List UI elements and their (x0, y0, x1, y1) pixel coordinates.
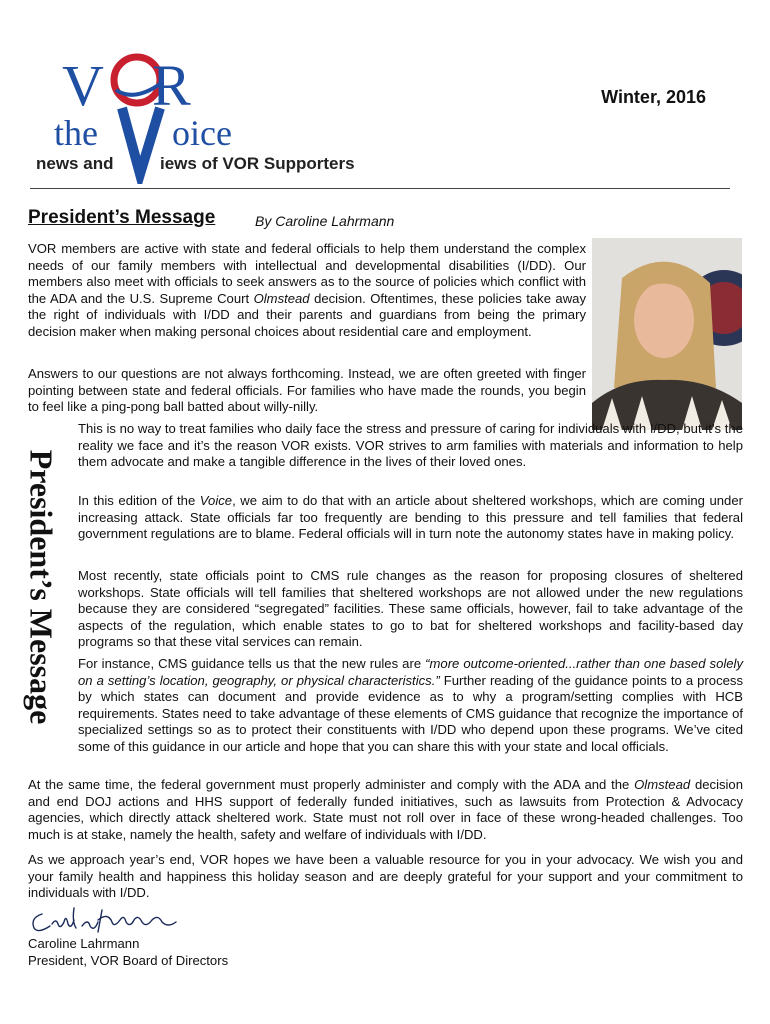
paragraph-7-italic: Olmstead (634, 777, 691, 792)
vertical-title-text: President’s Message (23, 449, 60, 725)
logo-tagline-start: news and (36, 154, 114, 173)
signer-name: Caroline Lahrmann (28, 936, 140, 951)
section-title: President’s Message (28, 207, 216, 228)
paragraph-3: This is no way to treat families who daily face the stress and pressure of caring for individuals with I/DD, but it’s the reality we face and it’s the reason VOR exists. VOR strives to arm families with materials and information to help them advocate and make a tangible difference in the lives of their loved ones. (78, 421, 743, 469)
paragraph-4-italic: Voice (199, 493, 233, 508)
paragraph-4-text-end: , we aim to do that with an article about sheltered workshops, which are coming under increasing attack. State officials far too frequently are bending to this pressure and tell families that federal government regulations are to blame. Federal officials will in turn note the autonomy states have in making policy. (78, 493, 743, 541)
logo-oice: oice (172, 113, 232, 153)
paragraph-7-text: At the same time, the federal government must properly administer and comply with the ADA and the (28, 777, 635, 792)
issue-date: Winter, 2016 (601, 87, 706, 107)
paragraph-7-text-end: decision and end DOJ actions and HHS support of federally funded initiatives, such as lawsuits from Protection & Advocacy agencies, which directly attack sheltered work. State must not roll over in face of these wrong-headed challenges. Too much is at stake, namely the health, safety and welfare of individuals with I/DD. (28, 777, 743, 842)
paragraph-8: As we approach year’s end, VOR hopes we have been a valuable resource for you in your advocacy. We wish you and your family health and happiness this holiday season and are deeply grateful for your support and your commitment to individuals with I/DD. (28, 852, 743, 900)
author-photo (592, 238, 742, 430)
vertical-section-title (18, 422, 64, 752)
logo-tagline-end: iews of VOR Supporters (160, 154, 355, 173)
logo-letter-r: R (152, 53, 191, 118)
paragraph-6-text-end: Further reading of the guidance points to a process by which states can document and provide evidence as to why a program/setting complies with HCB requirements. States need to take advantage of these elements of CMS guidance that recognize the importance of specialized settings so as to protect their constituents with I/DD who depend upon these programs. We’ve cited some of this guidance in our article and hope that you can share this with your state and local officials. (78, 672, 743, 754)
paragraph-2: Answers to our questions are not always forthcoming. Instead, we are often greeted with finger pointing between state and federal officials. For families who have made the rounds, you begin to feel like a ping-pong ball batted about willy-nilly. (28, 366, 586, 414)
paragraph-6 (78, 656, 743, 755)
paragraph-1 (28, 241, 586, 340)
vor-logo (34, 44, 394, 184)
paragraph-4 (78, 493, 743, 543)
paragraph-6-quote: “more outcome-oriented...rather than one based solely on a setting’s location, geography, or physical characteristics.” (78, 656, 743, 688)
paragraph-7 (28, 777, 743, 843)
logo-the: the (54, 113, 98, 153)
signer-title: President, VOR Board of Directors (28, 953, 229, 968)
paragraph-4-text: In this edition of the (78, 493, 200, 508)
paragraph-1-text-end: decision. Oftentimes, these policies take away the right of individuals with I/DD and their parents and guardians from being the primary decision maker when making personal choices about residential care and employment. (28, 290, 587, 339)
handwritten-signature (28, 904, 198, 940)
paragraph-1-italic: Olmstead (253, 290, 310, 306)
paragraph-6-text: For instance, CMS guidance tells us that the new rules are (78, 656, 426, 671)
byline: By Caroline Lahrmann (255, 213, 395, 229)
paragraph-5: Most recently, state officials point to CMS rule changes as the reason for proposing closures of sheltered workshops. State officials will tell families that sheltered workshops are not allowed under the new regulations because they are considered “segregated” facilities. These same officials, however, fail to take advantage of the aspects of the regulation, which enable states to go to bat for sheltered workshops and facility-based day programs so that these vital services can remain. (78, 568, 743, 649)
header-divider (30, 188, 730, 189)
paragraph-1-text: VOR members are active with state and federal officials to help them understand the complex needs of our family members with intellectual and developmental disabilities (I/DD). Our members also meet with officials to seek answers as to the source of policies which conflict with the ADA and the U.S. Supreme Court (28, 241, 586, 306)
logo-letter-v: V (62, 53, 106, 118)
